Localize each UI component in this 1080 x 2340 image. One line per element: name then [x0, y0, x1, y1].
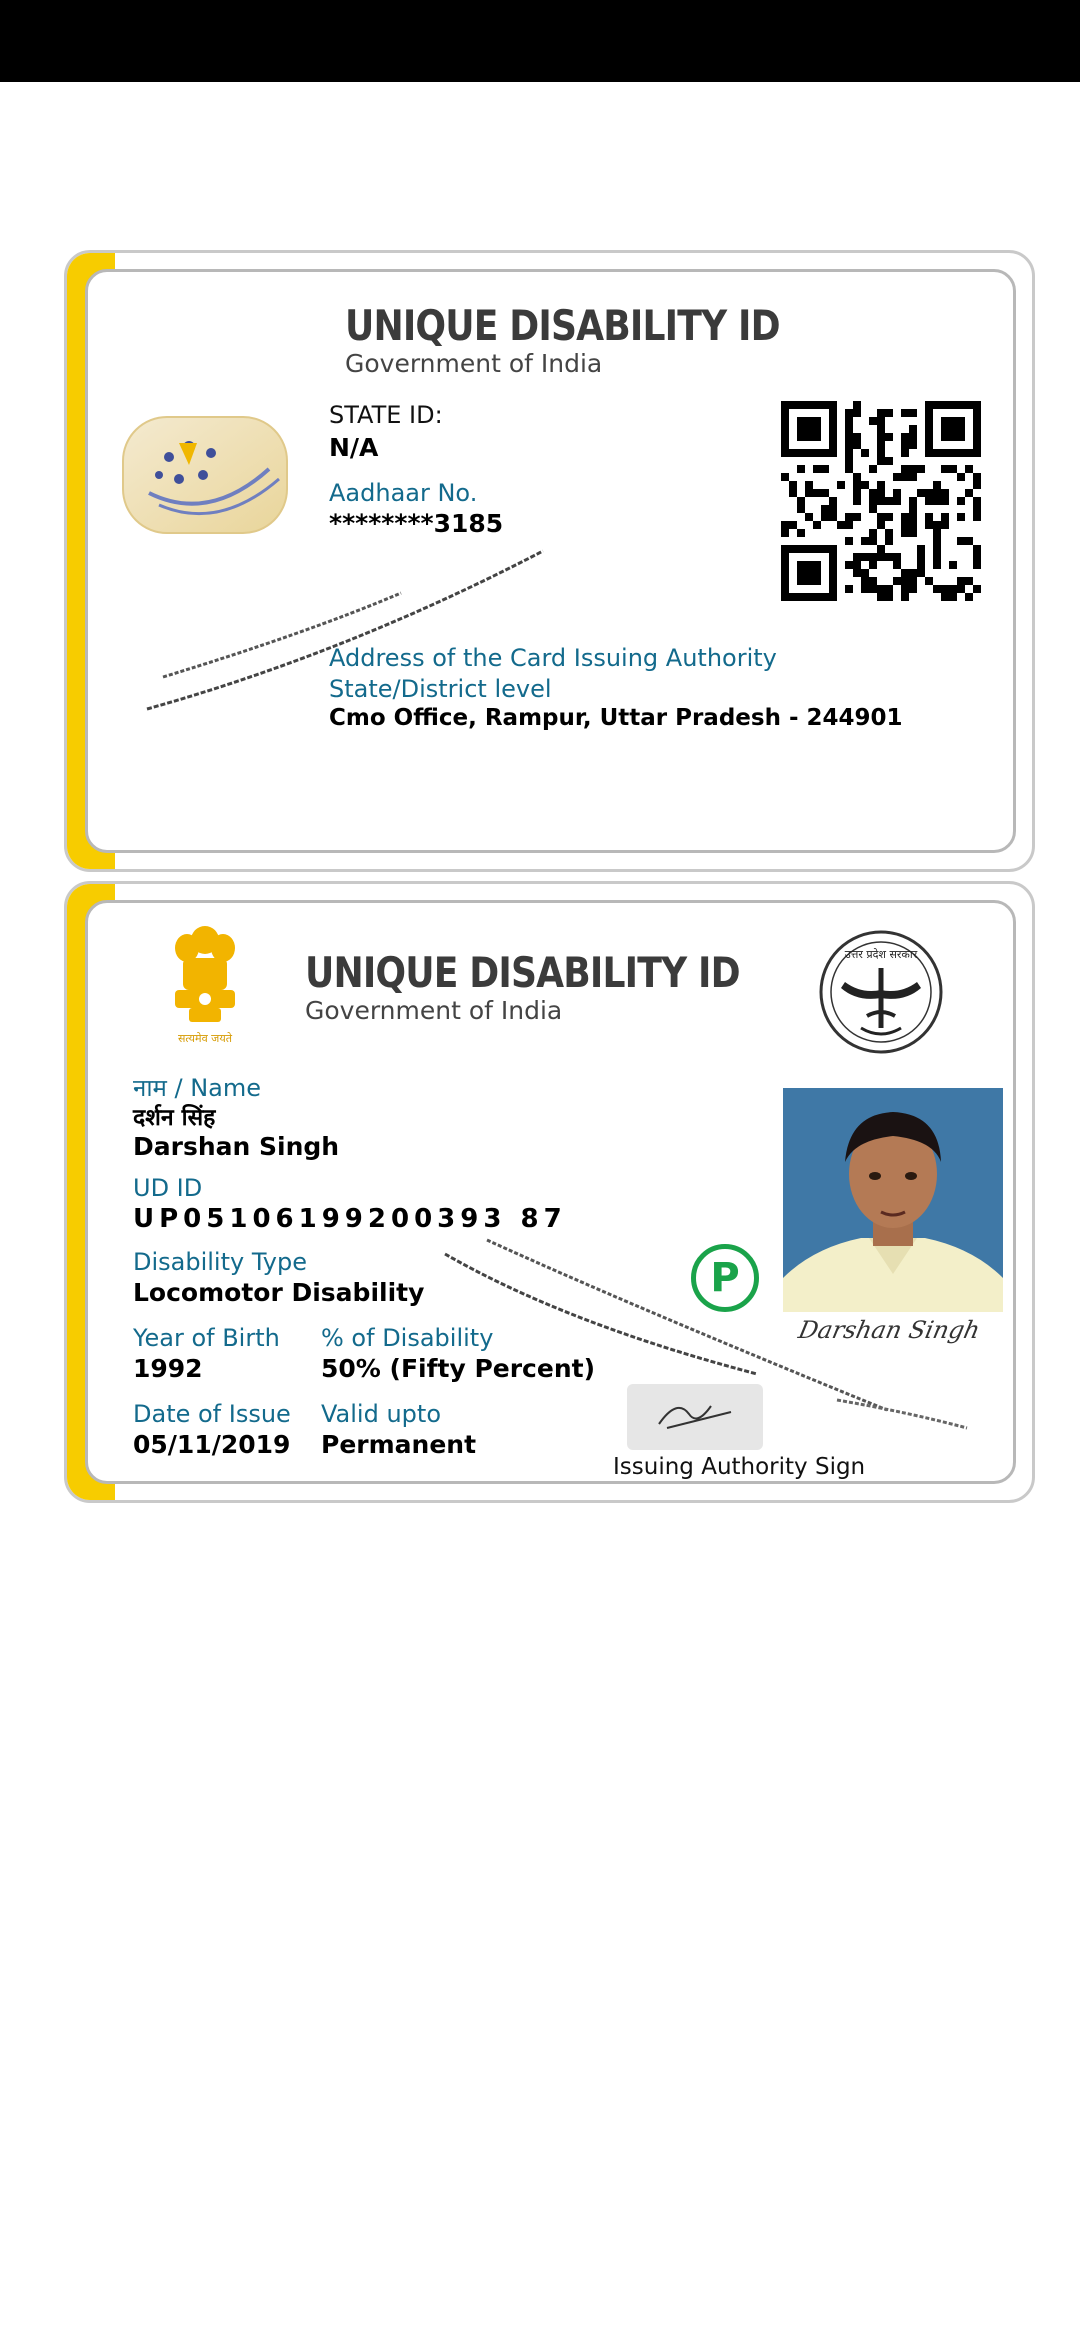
- state-id-value: N/A: [329, 433, 379, 462]
- card-subtitle: Government of India: [345, 349, 603, 378]
- seal-caption: उत्तर प्रदेश सरकार: [844, 948, 918, 961]
- address-label: Address of the Card Issuing Authority State/District level: [329, 644, 777, 703]
- valid-upto-label: Valid upto: [321, 1400, 441, 1428]
- name-value: Darshan Singh: [133, 1132, 340, 1161]
- holder-photo: [783, 1088, 1003, 1312]
- disability-percent-value: 50% (Fifty Percent): [321, 1354, 595, 1383]
- name-hindi-value: दर्शन सिंह: [133, 1105, 216, 1131]
- address-value: Cmo Office, Rampur, Uttar Pradesh - 244901: [329, 705, 903, 731]
- name-label: नाम / Name: [133, 1074, 262, 1102]
- date-of-issue-label: Date of Issue: [133, 1400, 291, 1428]
- parking-letter: P: [710, 1255, 740, 1301]
- card-title: UNIQUE DISABILITY ID: [345, 301, 780, 350]
- udid-card-front: [64, 250, 1035, 872]
- aadhaar-label: Aadhaar No.: [329, 479, 478, 507]
- parking-icon: [691, 1244, 759, 1312]
- holder-signature: Darshan Singh: [796, 1316, 983, 1344]
- disability-type-label: Disability Type: [133, 1248, 307, 1276]
- disability-percent-label: % of Disability: [321, 1324, 494, 1352]
- year-of-birth-label: Year of Birth: [133, 1324, 280, 1352]
- udid-label: UD ID: [133, 1174, 203, 1202]
- date-of-issue-value: 05/11/2019: [133, 1430, 291, 1459]
- valid-upto-value: Permanent: [321, 1430, 477, 1459]
- card-title: UNIQUE DISABILITY ID: [305, 948, 740, 997]
- status-bar: [0, 0, 1080, 82]
- emblem-caption: सत्यमेव जयते: [177, 1032, 233, 1045]
- disability-type-value: Locomotor Disability: [133, 1278, 425, 1307]
- year-of-birth-value: 1992: [133, 1354, 203, 1383]
- authority-signature: [627, 1384, 763, 1450]
- card-subtitle: Government of India: [305, 996, 563, 1025]
- udid-value: UP05106199200393 87: [133, 1204, 567, 1234]
- issuing-authority-sign-label: Issuing Authority Sign: [613, 1454, 866, 1480]
- decorative-strokes: [67, 253, 1032, 869]
- udid-card-back: [64, 881, 1035, 1503]
- state-id-label: STATE ID:: [329, 401, 443, 429]
- aadhaar-value: ********3185: [329, 509, 504, 538]
